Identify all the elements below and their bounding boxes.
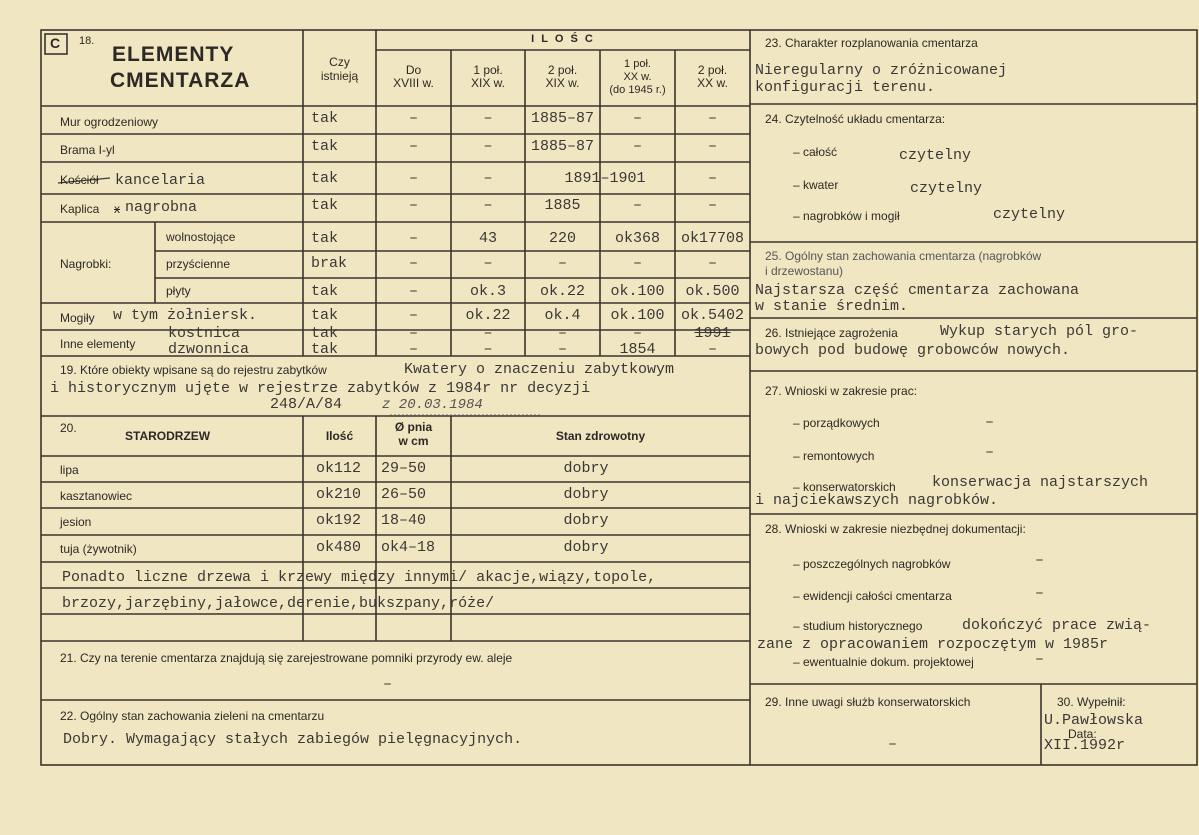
section-27-conservation-value2: i najciekawszych nagrobków. [755,492,999,509]
element-period-value: – [632,255,642,272]
section-28-study-value1: dokończyć prace zwią- [962,617,1152,634]
section-27-label: 27. Wnioski w zakresie prac: [765,384,918,398]
section-c-label: C [50,35,61,51]
row-label-other: Inne elementy [60,337,136,351]
period-header [376,64,451,90]
section-26-label: 26. Istniejące zagrożenia [765,326,898,340]
section-26-line2: bowych pod budowę grobowców nowych. [755,342,1071,359]
element-period-value: – [557,325,567,342]
element-period-value: – [408,197,418,214]
tree-health: dobry [563,486,609,503]
element-period-value: ok368 [614,230,660,247]
row-label-office: kancelaria [115,172,206,189]
section-28-inventory-label: – ewidencji całości cmentarza [793,589,952,603]
trees-extra-line1: Ponadto liczne drzewa i krzewy między innymi/ akacje,wiązy,topole, [62,569,657,586]
row-label-chapel-type: nagrobna [125,199,198,216]
trees-extra-line2: brzozy,jarzębiny,jałowce,derenie,bukszpany,róże/ [62,595,495,612]
element-period-value: – [483,255,493,272]
section-23-label: 23. Charakter rozplanowania cmentarza [765,36,978,50]
element-period-value: 220 [548,230,576,247]
period-header-line2: XX w. [697,76,728,90]
element-period-value: – [483,325,493,342]
row-label-gate: Brama I-yl [60,143,115,157]
element-exists-value: tak [311,197,339,214]
section-25-label-line1: 25. Ogólny stan zachowania cmentarza (nagrobków [765,249,1042,263]
tree-name: jesion [60,515,92,529]
period-header [600,58,675,97]
element-exists-value: brak [311,255,348,272]
element-period-value: – [408,255,418,272]
section-30-date: XII.1992r [1044,737,1126,754]
tree-count: ok210 [316,486,362,503]
section-24-graves-value: czytelny [993,206,1066,223]
section-28-study-label: – studium historycznego [793,619,923,633]
element-period-value: – [483,341,493,358]
tree-count: ok112 [316,460,362,477]
tree-count: ok192 [316,512,362,529]
element-exists-value: tak [311,325,339,342]
section-25-line1: Najstarsza część cmentarza zachowana [755,282,1080,299]
row-label-church-struck: Kościół [60,173,99,187]
element-exists-value: tak [311,307,339,324]
element-period-value: – [408,325,418,342]
tree-diameter: ok4–18 [381,539,436,556]
section-28-inventory-value: – [1035,585,1045,602]
period-header-line3: (do 1945 r.) [609,84,666,96]
period-header-line1: 2 poł. [697,63,728,77]
row-label-freestanding: wolnostojące [166,230,236,244]
section-27-conservation-value1: konserwacja najstarszych [932,474,1149,491]
section-27-conservation-label: – konserwatorskich [793,480,896,494]
section-24-whole-label: – całość [793,145,838,159]
section-26-line1: Wykup starych pól gro- [940,323,1139,340]
section-23-line1: Nieregularny o zróżnicowanej [755,62,1008,79]
trees-col-count: Ilość [325,429,354,443]
section-23-line2: konfiguracji terenu. [755,79,936,96]
element-period-value: 1885 [544,197,581,214]
tree-count: ok480 [316,539,362,556]
exists-header-line1: Czy [329,55,350,69]
element-period-value: ok.5402 [680,307,744,324]
element-period-value: – [483,170,493,187]
section-30-label: 30. Wypełnił: [1057,695,1126,709]
period-header [525,64,600,90]
element-period-value: 1891–1901 [564,170,646,187]
tree-name: kasztanowiec [60,489,133,503]
section-24-whole-value: czytelny [899,147,972,164]
element-period-value: ok.22 [465,307,511,324]
tree-diameter: 26–50 [381,486,427,503]
period-header-line2: XIX w. [545,76,580,90]
section-20-number: 20. [60,421,77,435]
element-period-value: 1991 [694,325,731,342]
period-header [675,64,750,90]
section-27-repair-value: – [985,444,995,461]
exists-header-line2: istnieją [320,69,359,83]
tree-health: dobry [563,512,609,529]
trees-col-diameter [376,420,451,448]
section-19-handwritten-date: z 20.03.1984 [382,397,483,413]
period-header-line1: 1 poł. [624,58,651,70]
row-label-chapel-struck: x [114,202,120,216]
tree-health: dobry [563,539,609,556]
row-label-graves-extra: w tym żołniersk. [113,307,258,324]
element-period-value: – [707,170,717,187]
section-19-label: 19. Które obiekty wpisane są do rejestru zabytków [60,363,327,377]
element-period-value: – [408,138,418,155]
element-period-value: ok17708 [680,230,744,247]
section-24-label: 24. Czytelność układu cmentarza: [765,112,946,126]
section-25-label-line2: i drzewostanu) [765,264,844,278]
row-label-other-ossuary: kostnica [168,325,241,342]
section-21-value: – [383,676,393,693]
section-27-cleanup-label: – porządkowych [793,416,880,430]
row-label-tombstones: Nagrobki: [60,257,112,271]
section-27-cleanup-value: – [985,414,995,431]
section-19-decision: 248/A/84 [270,396,343,413]
element-period-value: 1885–87 [530,138,594,155]
section-21-label: 21. Czy na terenie cmentarza znajdują się zarejestrowane pomniki przyrody ew. aleje [60,651,513,665]
period-header-line1: 2 poł. [547,63,578,77]
element-period-value: – [408,341,418,358]
trees-col-health: Stan zdrowotny [555,429,646,443]
section-19-text1: Kwatery o znaczeniu zabytkowym [404,361,675,378]
period-header-line1: 1 poł. [473,63,503,77]
trees-col-diameter-line2: w cm [398,434,429,448]
element-period-value: – [557,341,567,358]
tree-diameter: 29–50 [381,460,427,477]
element-period-value: – [483,197,493,214]
tree-diameter: 18–40 [381,512,427,529]
section-20-title: STARODRZEW [125,429,211,443]
element-period-value: – [707,197,717,214]
section-27-repair-label: – remontowych [793,449,875,463]
section-22-label: 22. Ogólny stan zachowania zieleni na cmentarzu [60,709,325,723]
element-period-value: ok.3 [469,283,506,300]
row-label-wall: Mur ogrodzeniowy [60,115,159,129]
element-period-value: – [408,307,418,324]
element-period-value: – [632,325,642,342]
section-24-graves-label: – nagrobków i mogił [793,209,900,223]
row-label-wall-mounted: przyścienne [166,257,231,271]
element-period-value: – [408,230,418,247]
element-period-value: – [707,110,717,127]
section-18-title-line1: ELEMENTY [112,43,235,66]
period-header-line2: XVIII w. [393,76,434,90]
section-28-project-label: – ewentualnie dokum. projektowej [793,655,974,669]
period-header-line2: XIX w. [470,76,505,90]
element-period-value: – [408,170,418,187]
element-period-value: ok.4 [544,307,581,324]
element-period-value: ok.100 [610,283,665,300]
period-header [451,64,525,90]
element-period-value: – [707,341,717,358]
row-label-slabs: płyty [166,284,191,298]
section-28-tombstones-value: – [1035,552,1045,569]
trees-col-diameter-line1: Ø pnia [394,420,433,434]
section-24-quarters-label: – kwater [793,178,839,192]
section-30-date-label: Data: [1068,727,1097,741]
tree-health: dobry [563,460,609,477]
element-exists-value: tak [311,283,339,300]
element-period-value: 43 [478,230,497,247]
element-exists-value: tak [311,170,339,187]
section-29-value: – [888,736,898,753]
period-header-line2: XX w. [623,71,652,83]
element-period-value: – [707,138,717,155]
section-29-label: 29. Inne uwagi służb konserwatorskich [765,695,971,709]
element-period-value: 1885–87 [530,110,594,127]
section-24-quarters-value: czytelny [910,180,983,197]
element-period-value: – [483,110,493,127]
element-period-value: – [408,283,418,300]
section-30-name: U.Pawłowska [1044,712,1144,729]
section-18-number: 18. [79,35,95,47]
element-period-value: – [632,138,642,155]
element-exists-value: tak [311,138,339,155]
row-label-other-belfry: dzwonnica [168,341,250,358]
exists-header [303,55,376,83]
element-period-value: ok.100 [610,307,665,324]
section-18-title-line2: CMENTARZA [110,69,251,92]
section-28-label: 28. Wnioski w zakresie niezbędnej dokumentacji: [765,522,1026,536]
quantity-header: I L O Ś C [531,33,595,45]
element-period-value: ok.500 [685,283,740,300]
element-exists-value: tak [311,230,339,247]
element-period-value: – [483,138,493,155]
section-19-text2: i historycznym ujęte w rejestrze zabytków z 1984r nr decyzji [50,380,591,397]
element-period-value: – [707,255,717,272]
row-label-graves: Mogiły [60,311,95,325]
row-label-chapel: Kaplica [60,202,100,216]
element-period-value: – [408,110,418,127]
element-period-value: – [632,197,642,214]
element-period-value: ok.22 [539,283,585,300]
period-header-line1: Do [405,63,422,77]
section-28-project-value: – [1035,651,1045,668]
section-28-study-value2: zane z opracowaniem rozpoczętym w 1985r [757,636,1109,653]
tree-name: lipa [60,463,79,477]
section-22-value: Dobry. Wymagający stałych zabiegów pielęgnacyjnych. [63,731,523,748]
element-exists-value: tak [311,110,339,127]
element-period-value: – [632,110,642,127]
element-period-value: 1854 [619,341,656,358]
section-25-line2: w stanie średnim. [755,298,909,315]
element-period-value: – [557,255,567,272]
tree-name: tuja (żywotnik) [60,542,137,556]
element-exists-value: tak [311,341,339,358]
section-28-tombstones-label: – poszczególnych nagrobków [793,557,951,571]
